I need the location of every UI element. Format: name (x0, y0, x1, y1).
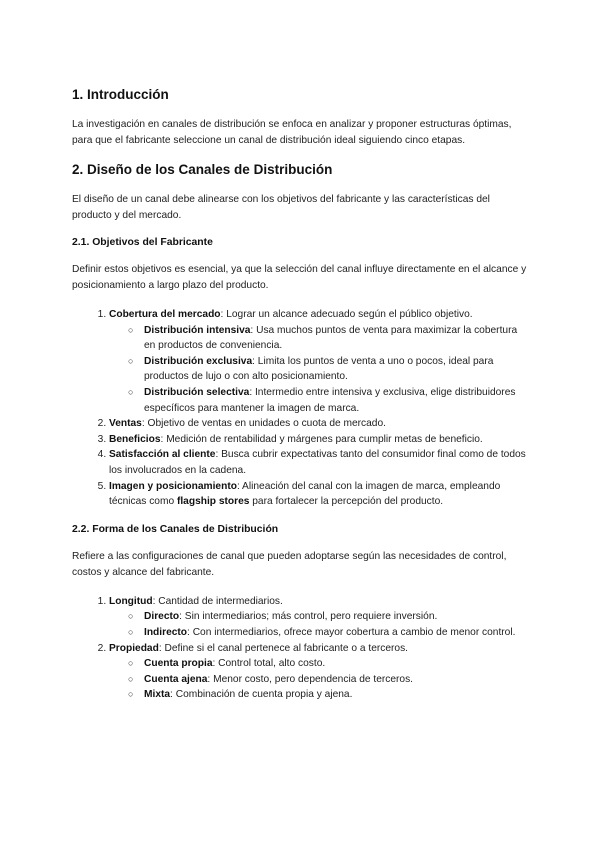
subitem-term: Indirecto (144, 626, 188, 638)
intro-paragraph: La investigación en canales de distribución se enfoca en analizar y proponer estructuras óptimas, para que el fabricante seleccione un canal de distribución ideal siguiendo cinco etapas. (72, 119, 512, 146)
sub-list-item (128, 354, 530, 385)
subitem-desc: : Limita los puntos de venta a uno o pocos, ideal para productos de lujo o con alto posicionamiento. (144, 355, 494, 383)
sub-list (109, 609, 530, 640)
sub-list-item (128, 672, 530, 688)
hollow-circle-bullet-icon: ○ (128, 626, 134, 637)
item-desc: : Objetivo de ventas en unidades o cuota de mercado. (141, 418, 386, 430)
item-term: Imagen y posicionamiento (109, 480, 237, 492)
objectives-heading: 2.1. Objetivos del Fabricante (72, 237, 213, 248)
design-heading: 2. Diseño de los Canales de Distribución (72, 162, 333, 177)
item-term: Cobertura del mercado (109, 309, 221, 320)
sub-list (109, 323, 530, 417)
objectives-paragraph: Definir estos objetivos es esencial, ya que la selección del canal influye directamente en el alcance y posicionamiento a largo plazo del producto. (72, 264, 527, 291)
list-item (109, 307, 530, 416)
list-item (109, 594, 530, 641)
design-paragraph: El diseño de un canal debe alinearse con los objetivos del fabricante y las características del producto y del mercado. (72, 194, 490, 221)
hollow-circle-bullet-icon: ○ (128, 324, 134, 335)
item-desc: : Define si el canal pertenece al fabricante o a terceros. (158, 642, 408, 654)
subitem-term: Cuenta propia (144, 658, 213, 670)
intro-heading: 1. Introducción (72, 87, 169, 102)
item-term: Ventas (109, 418, 142, 430)
list-item (109, 641, 530, 703)
objectives-list (72, 307, 530, 510)
subitem-term: Distribución selectiva (144, 386, 250, 398)
subitem-term: Cuenta ajena (144, 673, 208, 685)
subitem-desc: : Con intermediarios, ofrece mayor cobertura a cambio de menor control. (187, 626, 516, 638)
sub-list-item (128, 656, 530, 672)
item-term: Satisfacción al cliente (109, 449, 216, 461)
hollow-circle-bullet-icon: ○ (128, 386, 134, 397)
hollow-circle-bullet-icon: ○ (128, 611, 134, 622)
item-desc: : Alineación del canal con la imagen de marca, empleando técnicas como (109, 480, 501, 508)
hollow-circle-bullet-icon: ○ (128, 658, 134, 669)
list-item (109, 416, 530, 432)
sub-list-item (128, 323, 530, 354)
sub-list-item (128, 625, 530, 641)
item-desc: : Lograr un alcance adecuado según el público objetivo. (220, 309, 473, 320)
list-item (109, 432, 530, 448)
form-list (72, 594, 530, 703)
item-term: Beneficios (109, 433, 161, 445)
form-heading: 2.2. Forma de los Canales de Distribución (72, 523, 279, 535)
form-paragraph: Refiere a las configuraciones de canal que pueden adoptarse según las necesidades de control, costos y alcance del fabricante. (72, 550, 507, 578)
sub-list-item (128, 687, 530, 703)
document-body (72, 80, 530, 717)
list-item (109, 447, 530, 478)
item-desc: : Cantidad de intermediarios. (152, 595, 283, 607)
subitem-desc: : Usa muchos puntos de venta para maximizar la cobertura en productos de conveniencia. (144, 324, 518, 352)
subitem-desc: : Control total, alto costo. (212, 658, 326, 670)
subitem-desc: : Menor costo, pero dependencia de terceros. (207, 673, 413, 685)
item-term: Longitud (109, 595, 153, 607)
hollow-circle-bullet-icon: ○ (128, 689, 134, 700)
subitem-desc: : Sin intermediarios; más control, pero requiere inversión. (179, 611, 438, 623)
subitem-term: Distribución exclusiva (144, 355, 253, 367)
item-bold-phrase: flagship stores (176, 496, 250, 508)
subitem-desc: : Combinación de cuenta propia y ajena. (170, 689, 353, 701)
list-item (109, 479, 530, 510)
sub-list-item (128, 609, 530, 625)
subitem-desc: : Intermedio entre intensiva y exclusiva, elige distribuidores específicos para mantener la imagen de marca. (144, 386, 516, 414)
item-desc: : Busca cubrir expectativas tanto del consumidor final como de todos los involucrados en la cadena. (109, 449, 526, 476)
sub-list (109, 656, 530, 703)
subitem-term: Distribución intensiva (144, 324, 251, 336)
subitem-term: Directo (144, 611, 180, 623)
subitem-term: Mixta (144, 689, 171, 701)
hollow-circle-bullet-icon: ○ (128, 673, 134, 684)
item-term: Propiedad (109, 642, 159, 654)
item-desc-continued: para fortalecer la percepción del producto. (249, 496, 444, 508)
sub-list-item (128, 385, 530, 416)
item-desc: : Medición de rentabilidad y márgenes para cumplir metas de beneficio. (160, 433, 483, 445)
hollow-circle-bullet-icon: ○ (128, 355, 134, 366)
